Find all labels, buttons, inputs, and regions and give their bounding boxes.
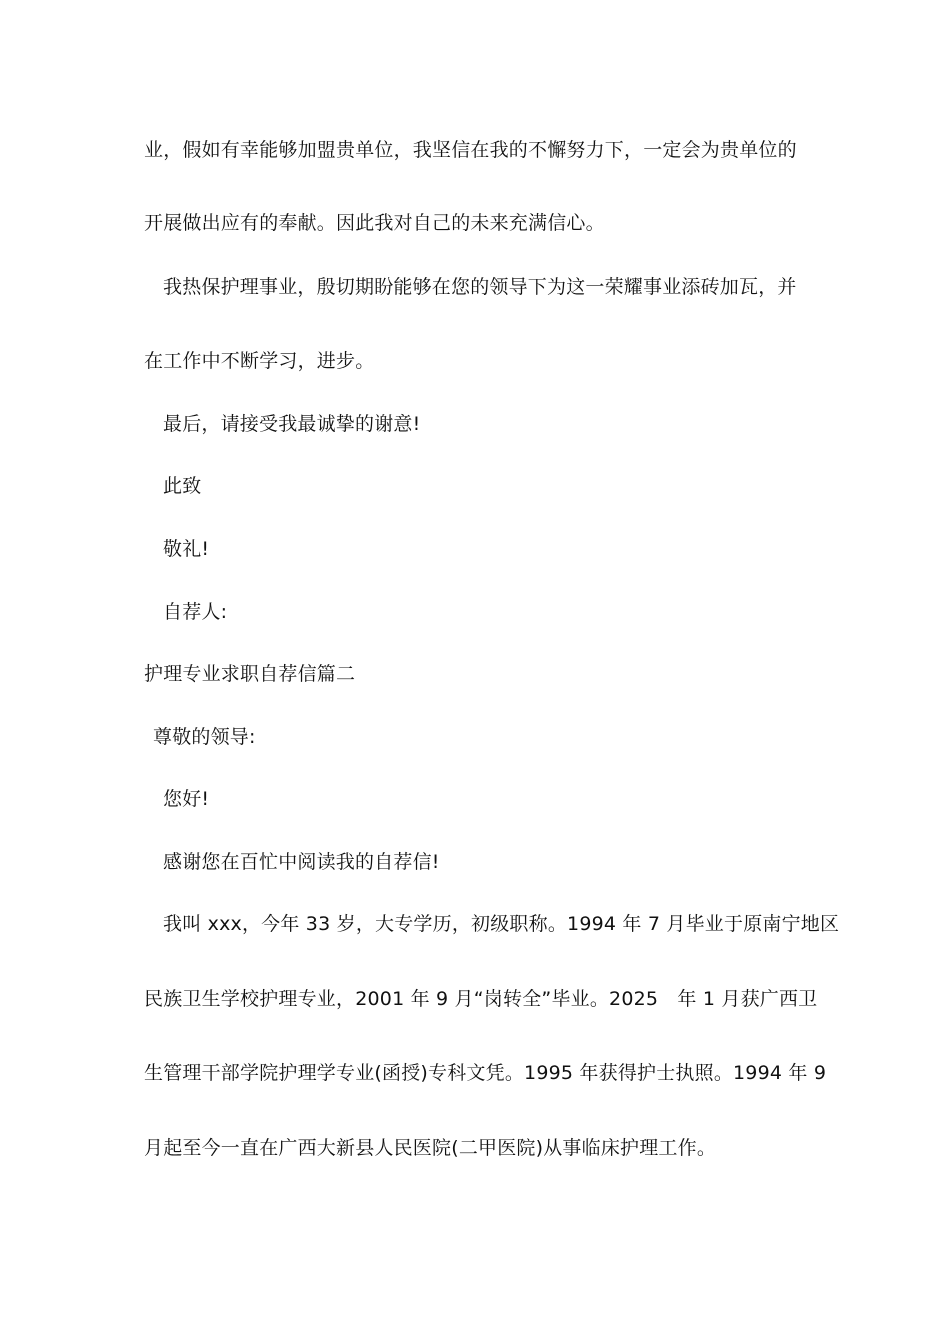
- closing-salutation: 此致: [163, 475, 202, 497]
- paragraph-line: 感谢您在百忙中阅读我的自荐信!: [163, 851, 440, 873]
- greeting-hello: 您好!: [163, 788, 210, 810]
- signature-label: 自荐人:: [163, 601, 228, 623]
- paragraph-line: 月起至今一直在广西大新县人民医院(二甲医院)从事临床护理工作。: [144, 1137, 717, 1159]
- paragraph-line: 我热保护理事业，殷切期盼能够在您的领导下为这一荣耀事业添砖加瓦，并: [163, 276, 797, 298]
- section-title: 护理专业求职自荐信篇二: [144, 663, 356, 685]
- greeting: 尊敬的领导:: [153, 726, 256, 748]
- closing-thanks: 最后，请接受我最诚挚的谢意!: [163, 413, 421, 435]
- paragraph-line: 业，假如有幸能够加盟贵单位，我坚信在我的不懈努力下，一定会为贵单位的: [144, 139, 797, 161]
- closing-regards: 敬礼!: [163, 538, 210, 560]
- paragraph-line: 开展做出应有的奉献。因此我对自己的未来充满信心。: [144, 212, 605, 234]
- paragraph-line: 在工作中不断学习，进步。: [144, 350, 375, 372]
- paragraph-line: 我叫 xxx，今年 33 岁，大专学历，初级职称。1994 年 7 月毕业于原南宁地区: [163, 913, 840, 935]
- paragraph-line: 生管理干部学院护理学专业(函授)专科文凭。1995 年获得护士执照。1994 年 9: [144, 1062, 827, 1084]
- paragraph-line: 民族卫生学校护理专业，2001 年 9 月“岗转全”毕业。2025 年 1 月获广西卫: [144, 988, 818, 1010]
